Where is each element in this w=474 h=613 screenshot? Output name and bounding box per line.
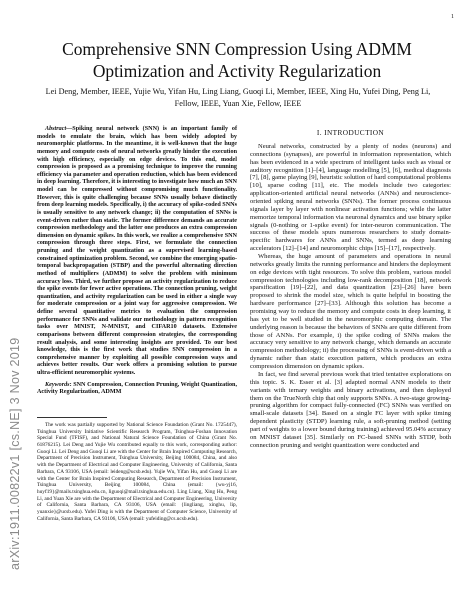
keywords bbox=[37, 382, 237, 397]
left-column bbox=[37, 126, 237, 522]
intro-paragraph: In fact, we find several previous work that tried tentative explorations on this topic. S. K. Esser et al. [3] adapted normal ANN models to their variants with ternary weights and binary activations, and then deployed them on the TrueNorth chip that only supports SNNs. A two-stage growing-pruning algorithm for compact fully-connected (FC) SNNs was verified on small-scale datasets [34]. Based on a single FC layer with spike timing dependent plasticity (STDP) learning rule, a soft-pruning method (setting part of weights to a lower bound during training) achieved 95.04% accuracy on MNIST dataset [35]. Similarly on FC-based SNNs with STDP, both connection pruning and weight quantization were conducted and bbox=[250, 370, 451, 449]
funding-affiliation-footnote: The work was partially supported by National Science Foundation (Grant No. 1725447), Tsinghua University Initiative Scientific Research Program, Tsinghua-Foshan Innovation Special Fund (TFISF), and National Natural Science Foundation of China (Grant No. 61876215). Lei Deng and Yujie Wu contributed equally to this work, corresponding author: Guoqi Li. Lei Deng and Guoqi Li are with the Center for Brain Inspired Computing Research, Department of Precision Instrument, Tsinghua University, Beijing 100084, China, and also with the Department of Electrical and Computer Engineering, University of California, Santa Barbara, CA 93106, USA (email: leideng@ucsb.edu). Yujie Wu, Yifan Hu, and Guoqi Li are with the Center for Brain Inspired Computing Research, Department of Precision Instrument, Tsinghua University, Beijing 100084, China (email: {wu-yj16, huyf19}@mails.tsinghua.edu.cn, liguoqi@mail.tsinghua.edu.cn). Ling Liang, Xing Hu, Peng Li, and Yuan Xie are with the Department of Electrical and Computer Engineering, University of California, Santa Barbara, CA 93106, USA (email: {lingliang, xinghu, lip, yuanxie}@ucsb.edu). Yufei Ding is with the Department of Computer Science, University of California, Santa Barbara, CA 93106, USA (email: yufeiding@cs.ucsb.edu). bbox=[37, 421, 237, 522]
arxiv-identifier-text: arXiv:1911.00822v1 [cs.NE] 3 Nov 2019 bbox=[8, 337, 22, 570]
abstract bbox=[37, 126, 237, 378]
author-list: Lei Deng, Member, IEEE, Yujie Wu, Yifan Hu, Ling Liang, Guoqi Li, Member, IEEE, Xing Hu, Yufei Ding, Peng Li, Fellow, IEEE, Yuan Xie, Fellow, IEEE bbox=[45, 87, 431, 108]
intro-paragraph: Whereas, the huge amount of parameters and operations in neural networks greatly limits the running performance and hinders the deployment on edge devices with tight resources. To solve this problem, various model compression technologies including low-rank decomposition [18], network sparsification [19]–[22], and data quantization [23]–[26] have been proposed to shrink the model size, which is quite helpful in boosting the hardware performance [27]–[33]. Although this solution has become a promising way to reduce the memory and compute costs in deep learning, it has yet to be well studied in the neuromorphic computing domain. The underlying reason is because the behaviors of SNNs are quite different from those of ANNs. For example, i) the spike coding of SNNs makes the accuracy very sensitive to any network change, which demands an accurate compression methodology; ii) the processing of SNNs is event-driven with a dynamic rather than static execution pattern, which produces an extra compression dimension on dynamic spikes. bbox=[250, 253, 451, 371]
footnote-divider bbox=[37, 417, 107, 418]
abstract-label: Abstract bbox=[45, 126, 67, 132]
keywords-label: Keywords bbox=[45, 381, 70, 388]
paper-title: Comprehensive SNN Compression Using ADMM Optimization and Activity Regularization bbox=[62, 39, 412, 81]
right-column bbox=[250, 126, 451, 450]
page-number: 1 bbox=[451, 14, 454, 20]
section-heading-introduction: I. INTRODUCTION bbox=[316, 128, 385, 137]
abstract-text: —Spiking neural network (SNN) is an important family of models to emulate the brain, which has been widely adopted by neuromorphic platforms. In the meantime, it is well-known that the huge memory and compute costs of neural networks greatly hinder the execution with high efficiency, especially on edge devices. To this end, model compression is proposed as a promising technique to improve the running efficiency via parameter and operation reduction, which has been evidenced in deep learning. Therefore, it is interesting to investigate how much an SNN model can be compressed without compromising much functionality. However, this is quite challenging because SNNs usually behave distinctly from deep learning models. Specifically, i) the accuracy of spike-coded SNNs is usually sensitive to any network change; ii) the computation of SNNs is event-driven rather than static. The former difference demands an accurate compression methodology and the latter one produces an extra compression dimension on dynamic spikes. In this work, we realize a comprehensive SNN compression through three steps. First, we formulate the connection pruning and the weight quantization as a supervised learning-based constrained optimization problem. Second, we combine the emerging spatio-temporal backpropagation (STBP) and the powerful alternating direction method of multipliers (ADMM) to solve the problem with minimum accuracy loss. Third, we further propose an activity regularization to reduce the spike events for fewer active operations. The connection pruning, weight quantization, and activity regularization can be used in either a single way for moderate compression or a joint way for aggressive compression. We define several quantitative metrics to evaluation the compression performance for SNNs and validate our methodology in pattern recognition tasks over MNIST, N-MNIST, and CIFAR10 datasets. Extensive comparisons between different compression strategies, the corresponding result analysis, and some interesting insights are provided. To our best knowledge, this is the first work that studies SNN compression in a comprehensive manner by exploiting all possible compression ways and achieves better results. Our work offers a promising solution to pursue ultra-efficient neuromorphic systems. bbox=[37, 126, 237, 376]
keywords-text: : SNN Compression, Connection Pruning, Weight Quantization, Activity Regularization, ADMM bbox=[37, 381, 237, 396]
intro-paragraph: Neural networks, constructed by a plenty of nodes (neurons) and connections (synapses), are powerful in information representation, which has been evidenced in a wide spectrum of intelligent tasks such as visual or auditory recognition [1]–[4], language modelling [5], [6], medical diagnosis [7], [8], game playing [9], heuristic solution of hard computational problems [10], sparse coding [11], etc. The models include two categories: application-oriented artificial neural networks (ANNs) and neuroscience-oriented spiking neural networks (SNNs). The former process continuous signals layer by layer with nonlinear activation functions; while the latter memorize temporal information via neuronal dynamics and use binary spike signals (0-nothing or 1-spike event) for inter-neuron communication. The success of these models spurs numerous researchers to study domain-specific hardwares for ANNs and SNNs, termed as deep learning accelerators [12]–[14] and neuromorphic chips [15]–[17], respectively. bbox=[250, 143, 451, 253]
arxiv-identifier-stamp bbox=[6, 150, 20, 570]
